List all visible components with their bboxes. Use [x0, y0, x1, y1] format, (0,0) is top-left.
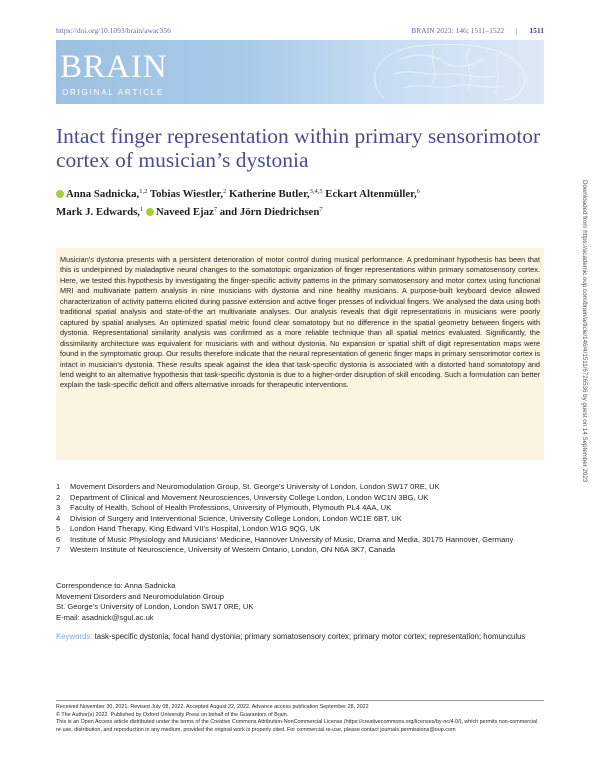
affiliation-item: [56, 535, 544, 546]
license-text: This is an Open Access article distributed under the terms of the Creative Commons Attribution-NonCommercial License (https://creativecommons.org/licenses/by-nc/4.0/), which permits non-commercial re-use, distribution, and reproduction in any medium, provided the original work is properly cited. For commercial re-use, please contact journals.permissions@oup.com: [56, 719, 538, 733]
correspondence-group: Movement Disorders and Neuromodulation Group: [56, 591, 224, 601]
correspondence-name: Correspondence to: Anna Sadnicka: [56, 581, 176, 590]
orcid-icon[interactable]: [146, 208, 154, 216]
affiliations: [56, 482, 544, 556]
affiliation-number: 4: [56, 513, 61, 523]
author-4[interactable]: [325, 188, 420, 200]
author-3[interactable]: [229, 188, 323, 200]
running-header: [56, 26, 544, 38]
download-sidebar: [578, 180, 588, 600]
author-affil-sup: 7: [319, 206, 323, 213]
publication-footer: [56, 700, 544, 734]
keywords-label: Keywords:: [56, 632, 93, 641]
author-affil-sup: 6: [416, 188, 420, 195]
affiliation-text: London Hand Therapy, King Edward VII’s Hospital, London W1G 9QG, UK: [70, 524, 321, 533]
affiliation-item: [56, 514, 544, 525]
keywords-text: task-specific dystonia; focal hand dystonia; primary somatosensory cortex; primary motor cortex; representation; homunculus: [94, 632, 526, 641]
keywords: [56, 632, 544, 643]
article-title: Intact finger representation within primary sensorimotor cortex of musician’s dystonia: [56, 124, 541, 172]
download-notice: Downloaded from https://academic.oup.com/brain/article/146/4/1511/6726536 by guest on 14 September 2023: [581, 180, 588, 483]
author-name: Tobias Wiestler,: [149, 188, 224, 200]
correspondence-email[interactable]: E-mail: asadnick@sgul.ac.uk: [56, 612, 154, 622]
author-name: Naveed Ejaz: [155, 206, 214, 218]
received-dates: Received November 30, 2021. Revised July 08, 2022. Accepted August 22, 2022. Advance access publication September 28, 2022: [56, 704, 369, 710]
correspondence: [56, 581, 544, 623]
affiliation-item: [56, 482, 544, 493]
journal-banner: [56, 40, 544, 104]
author-2[interactable]: [150, 188, 226, 200]
author-list: [56, 184, 556, 220]
author-5[interactable]: [56, 206, 143, 218]
affiliation-item: [56, 524, 544, 535]
author-affil-sup: 1,2: [139, 188, 148, 195]
affiliation-text: Movement Disorders and Neuromodulation Group, St. George’s University of London, London SW17 0RE, UK: [70, 482, 440, 491]
abstract-text: Musician’s dystonia presents with a persistent deterioration of motor control during musical performance. A predominant hypothesis has been that this is underpinned by maladaptive neural changes to the somatotopic organization of finger representations within primary somatosensory cortex. Here, we tested this hypothesis by investigating the finger-specific activity patterns in the primary somatosensory and motor cortex using functional MRI and multivariate pattern analysis in nine musicians with dystonia and nine healthy musicians. A purpose-built keyboard device allowed characterization of activity patterns elicited during passive extension and active finger presses of individual fingers. We analysed the data using both traditional spatial analysis and state-of-the art multivariate analyses. Our analysis reveals that digit representations in musicians were poorly captured by spatial analyses. An optimized spatial metric found clear somatotopy but no difference in the spatial geometry between fingers with dystonia. Representational similarity analysis was confirmed as a more reliable technique than all spatial metrics evaluated. Significantly, the dissimilarity architecture was equivalent for musicians with and without dystonia. No expansion or spatial shift of digit representation maps were found in the symptomatic group. Our results therefore indicate that the neural representation of generic finger maps in primary sensorimotor cortex is intact in musician’s dystonia. These results speak against the idea that task-specific dystonia is associated with a distorted hand somatotopy and lend weight to an alternative hypothesis that task-specific dystonia is due to a higher-order disruption of skill encoding. Such a formulation can better explain the task-specific deficit and offers alternative inroads for therapeutic interventions.: [60, 255, 540, 390]
author-name: Katherine Butler,: [229, 188, 310, 200]
affiliation-number: 7: [56, 545, 61, 554]
author-affil-sup: 3,4,5: [309, 188, 323, 195]
abstract-box: [56, 248, 544, 460]
page-number: 1511: [529, 26, 544, 35]
affiliation-item: [56, 545, 544, 556]
affiliation-text: Institute of Music Physiology and Musicians’ Medicine, Hannover University of Music, Drama and Media, 30175 Hannover, Germany: [70, 534, 514, 544]
author-name: Anna Sadnicka,: [66, 188, 140, 200]
affiliation-number: 5: [56, 524, 61, 533]
affiliation-item: [56, 503, 544, 514]
article-type: ORIGINAL ARTICLE: [62, 88, 165, 97]
affiliation-number: 3: [56, 503, 61, 512]
doi-link[interactable]: https://doi.org/10.1093/brain/awac356: [56, 26, 171, 35]
journal-name: BRAIN: [60, 49, 168, 85]
author-7[interactable]: [220, 206, 323, 218]
author-affil-sup: 1: [139, 206, 144, 213]
affiliation-number: 6: [56, 534, 61, 544]
copyright-line: © The Author(s) 2022. Published by Oxford University Press on behalf of the Guarantors of Brain.: [56, 711, 289, 718]
author-name: Eckart Altenmüller,: [325, 188, 417, 200]
author-affil-sup: 2: [223, 188, 227, 195]
brain-illustration-icon: [324, 40, 544, 104]
author-1[interactable]: [56, 188, 147, 200]
affiliation-text: Department of Clinical and Movement Neurosciences, University College London, London WC1N 3BG, UK: [70, 492, 429, 502]
affiliation-text: Western Institute of Neuroscience, University of Western Ontario, London, ON N6A 3K7, Canada: [70, 545, 396, 554]
affiliation-text: Faculty of Health, School of Health Professions, University of Plymouth, Plymouth PL4 4AA, UK: [70, 503, 392, 512]
separator: |: [516, 26, 518, 35]
affiliation-number: 1: [56, 482, 61, 491]
author-name: and Jörn Diedrichsen: [219, 206, 320, 218]
author-name: Mark J. Edwards,: [56, 206, 140, 218]
author-affil-sup: 7: [213, 206, 218, 213]
author-6[interactable]: [146, 206, 217, 218]
affiliation-number: 2: [56, 492, 61, 502]
orcid-icon[interactable]: [56, 190, 64, 198]
affiliation-text: Division of Surgery and Interventional Science, University College London, London WC1E 6BT, UK: [70, 513, 402, 523]
affiliation-item: [56, 493, 544, 504]
citation: [411, 26, 544, 35]
correspondence-address: St. George’s University of London, London SW17 0RE, UK: [56, 602, 254, 611]
citation-text: BRAIN 2023: 146; 1511–1522: [411, 26, 505, 35]
